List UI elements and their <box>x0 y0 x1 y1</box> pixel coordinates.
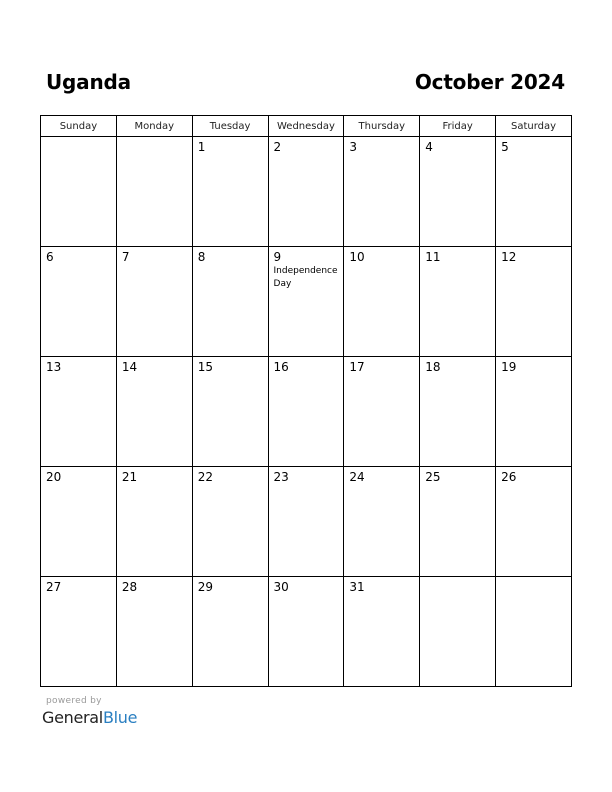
week-row <box>41 577 572 687</box>
day-number: 24 <box>349 470 365 484</box>
brand-general-text: General <box>42 708 103 727</box>
day-number: 7 <box>121 250 130 264</box>
day-cell <box>496 137 572 247</box>
day-number: 2 <box>273 140 282 154</box>
day-cell <box>41 577 117 687</box>
day-cell <box>420 137 496 247</box>
day-number: 29 <box>197 580 213 594</box>
day-number: 15 <box>197 360 213 374</box>
day-cell <box>344 357 420 467</box>
day-cell <box>268 577 344 687</box>
day-cell <box>116 577 192 687</box>
day-cell <box>192 357 268 467</box>
day-number <box>41 137 116 140</box>
day-number: 5 <box>501 140 509 154</box>
day-number: 1 <box>197 140 206 154</box>
day-number: 28 <box>121 580 138 594</box>
day-cell <box>41 357 117 467</box>
day-cell <box>41 137 117 247</box>
day-number: 31 <box>349 580 365 594</box>
day-cell <box>192 247 268 357</box>
day-cell <box>344 467 420 577</box>
day-cell <box>344 137 420 247</box>
brand-blue-text: Blue <box>102 708 138 727</box>
day-cell <box>344 577 420 687</box>
day-cell <box>420 357 496 467</box>
day-number: 10 <box>349 250 365 264</box>
day-cell <box>496 577 572 687</box>
day-number: 6 <box>46 250 54 264</box>
weekday-sunday: Sunday <box>41 116 117 137</box>
day-cell <box>420 467 496 577</box>
day-number: 22 <box>197 470 213 484</box>
day-cell <box>268 247 344 357</box>
day-cell <box>116 137 192 247</box>
day-number <box>420 577 495 580</box>
day-number: 13 <box>46 360 62 374</box>
day-cell <box>192 467 268 577</box>
day-cell <box>420 577 496 687</box>
weekday-saturday: Saturday <box>496 116 572 137</box>
day-number: 9 <box>273 250 282 264</box>
month-year-title: October 2024 <box>414 70 565 94</box>
day-number: 30 <box>273 580 289 594</box>
day-cell <box>344 247 420 357</box>
weekday-tuesday: Tuesday <box>192 116 268 137</box>
weekday-header-row <box>41 116 572 137</box>
day-number: 21 <box>121 470 138 484</box>
day-cell <box>116 247 192 357</box>
day-number <box>117 137 192 140</box>
weekday-friday: Friday <box>420 116 496 137</box>
week-row <box>41 357 572 467</box>
day-number: 19 <box>501 360 517 374</box>
day-cell <box>268 357 344 467</box>
day-number: 4 <box>425 140 433 154</box>
day-number: 25 <box>425 470 441 484</box>
powered-by-text: powered by <box>46 696 102 706</box>
day-number: 8 <box>197 250 206 264</box>
day-number: 26 <box>501 470 517 484</box>
weekday-monday: Monday <box>116 116 192 137</box>
day-number <box>496 577 571 580</box>
day-cell <box>116 357 192 467</box>
week-row <box>41 137 572 247</box>
day-number: 20 <box>46 470 62 484</box>
day-cell <box>41 467 117 577</box>
day-cell <box>192 577 268 687</box>
holiday-label: Independence Day <box>273 266 338 289</box>
day-cell <box>496 247 572 357</box>
day-number: 12 <box>501 250 517 264</box>
day-number: 14 <box>121 360 138 374</box>
generalblue-logo[interactable] <box>42 708 137 727</box>
day-number: 11 <box>425 250 441 264</box>
day-number: 27 <box>46 580 62 594</box>
day-cell <box>268 467 344 577</box>
day-number: 16 <box>273 360 289 374</box>
day-cell <box>192 137 268 247</box>
week-row <box>41 247 572 357</box>
day-cell <box>41 247 117 357</box>
day-cell <box>496 357 572 467</box>
day-number: 3 <box>349 140 358 154</box>
day-cell <box>420 247 496 357</box>
weekday-wednesday: Wednesday <box>268 116 344 137</box>
week-row <box>41 467 572 577</box>
day-number: 18 <box>425 360 441 374</box>
day-number: 17 <box>349 360 365 374</box>
day-cell <box>496 467 572 577</box>
country-title: Uganda <box>46 70 131 94</box>
day-number: 23 <box>273 470 289 484</box>
day-cell <box>116 467 192 577</box>
calendar-grid <box>40 115 572 687</box>
day-cell <box>268 137 344 247</box>
weekday-thursday: Thursday <box>344 116 420 137</box>
